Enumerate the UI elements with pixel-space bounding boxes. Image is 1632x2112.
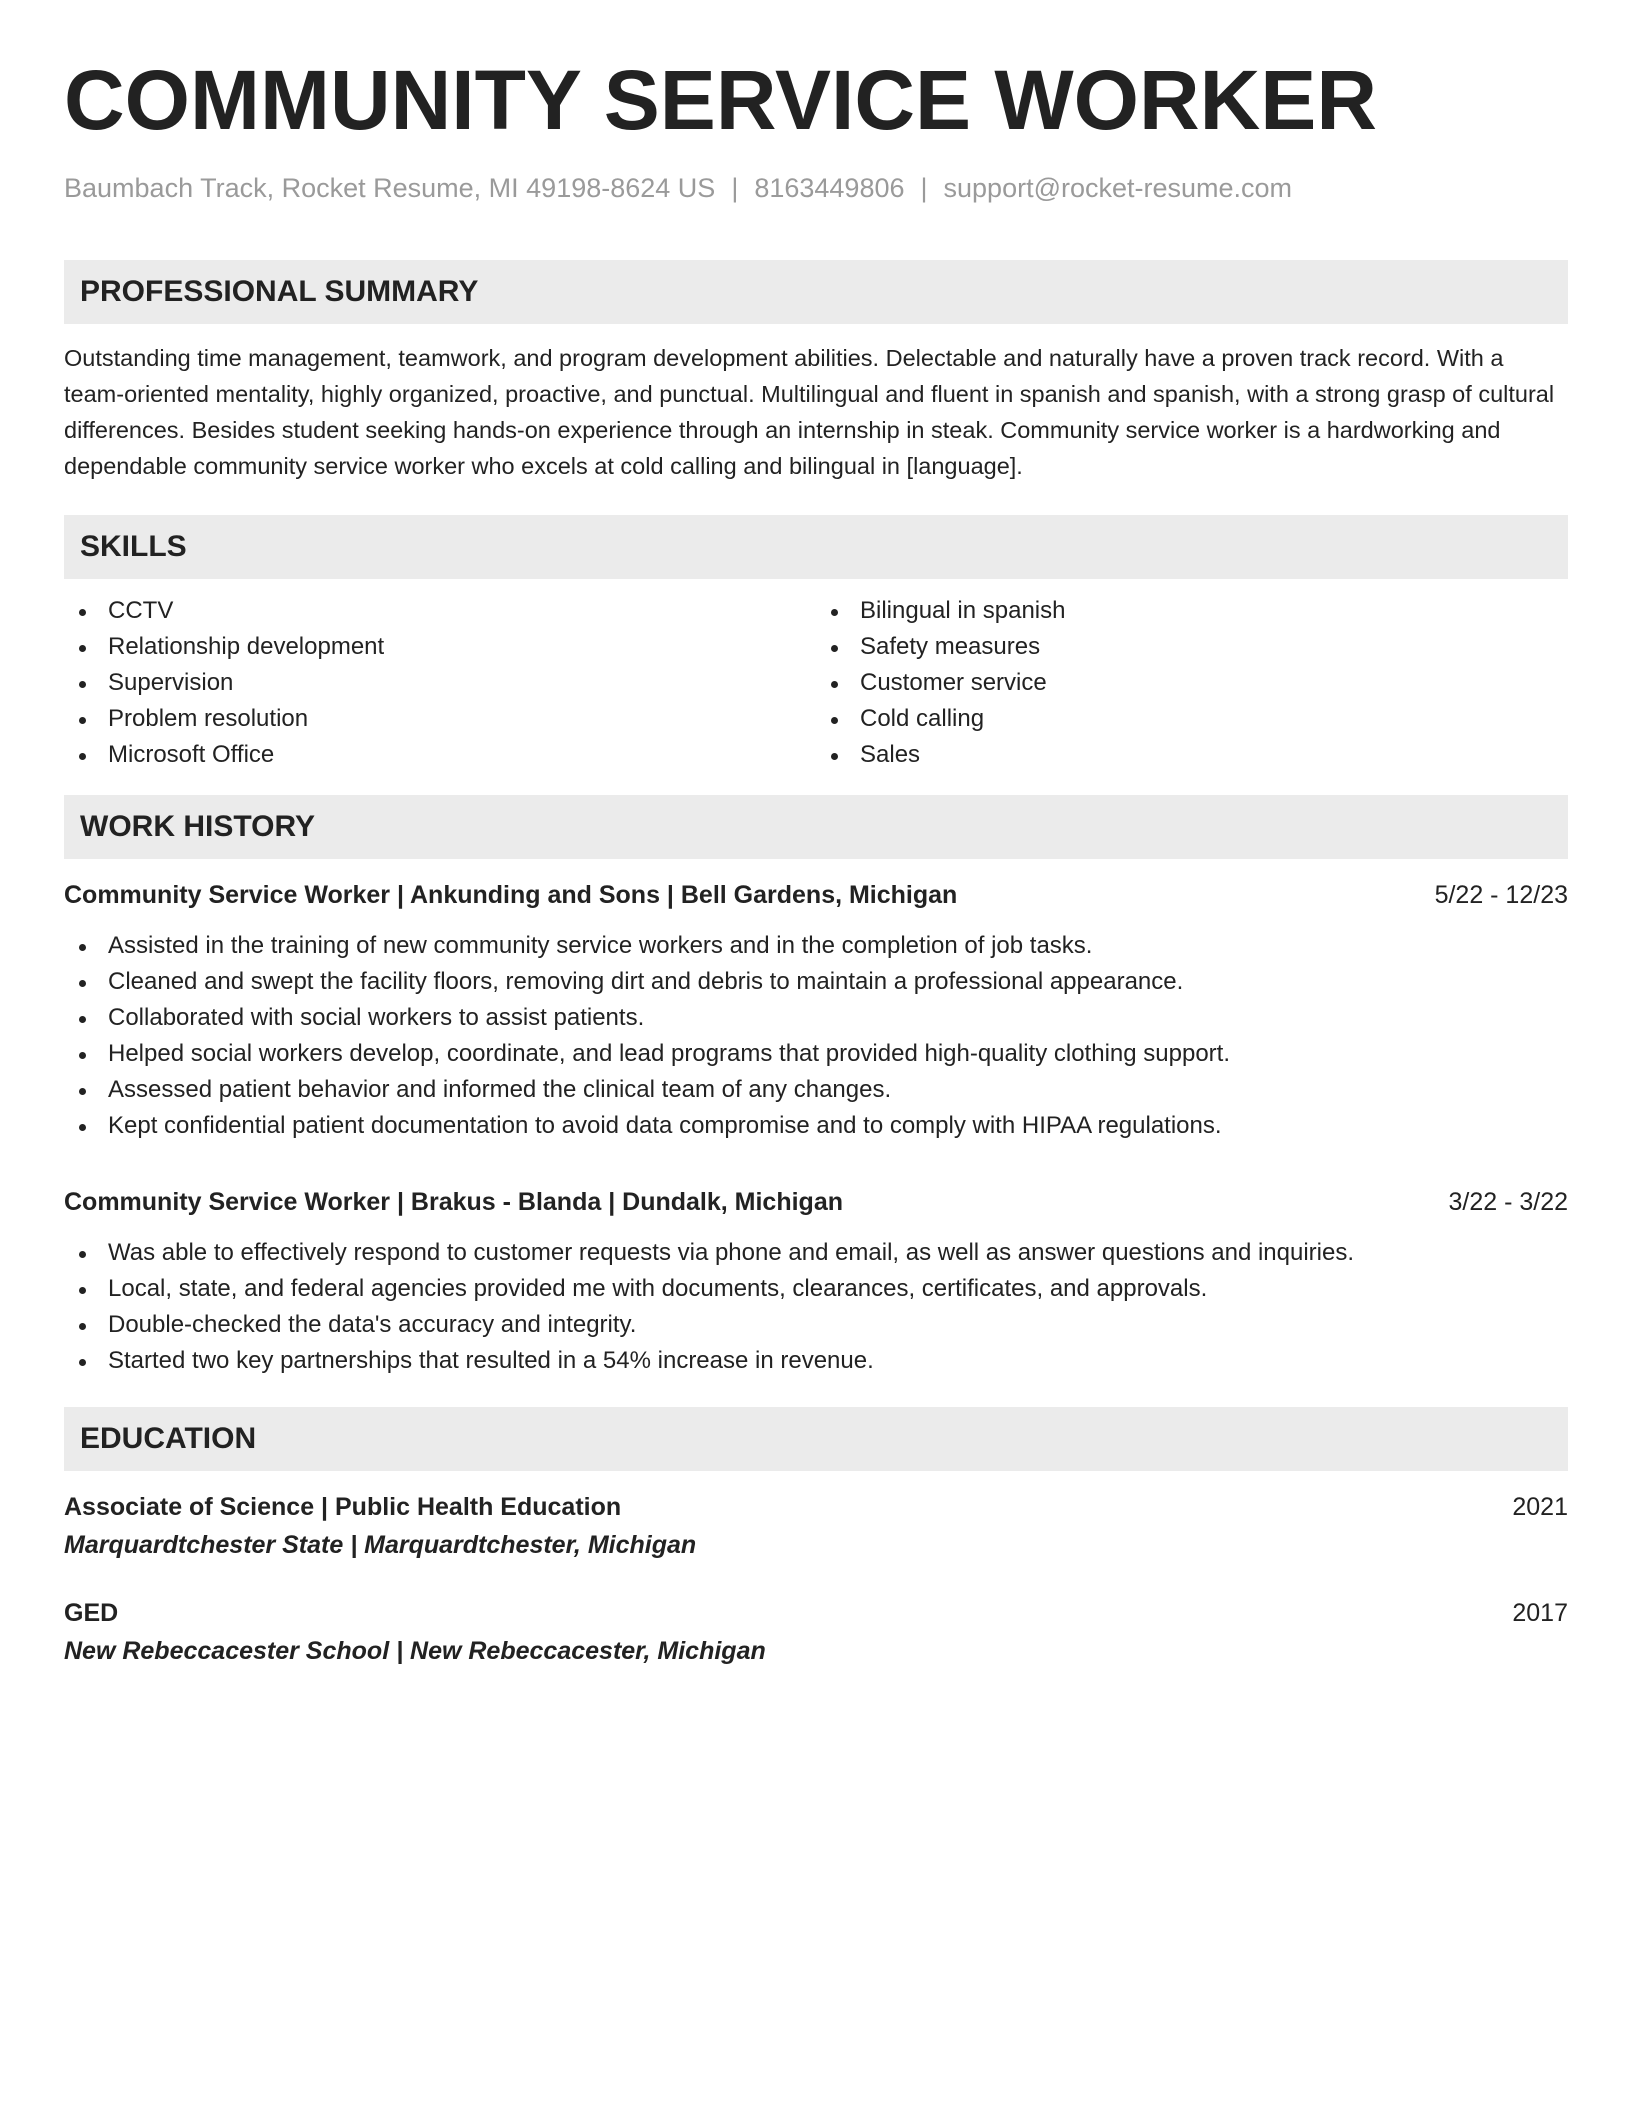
- job-entry: [64, 1184, 1568, 1379]
- job-bullets: [64, 928, 1568, 1144]
- education-entry: [64, 1489, 1568, 1565]
- job-bullet: Local, state, and federal agencies provided me with documents, clearances, certificates, and approvals.: [64, 1271, 1568, 1307]
- skill-item: Cold calling: [816, 701, 1568, 737]
- skill-item: Sales: [816, 737, 1568, 773]
- education-year: 2021: [1512, 1493, 1568, 1521]
- job-title: Community Service Worker | Brakus - Blanda | Dundalk, Michigan: [64, 1188, 843, 1216]
- job-header: [64, 1184, 1568, 1220]
- skills-column-left: [64, 593, 816, 773]
- job-bullet: Helped social workers develop, coordinate, and lead programs that provided high-quality clothing support.: [64, 1036, 1568, 1072]
- contact-line: [64, 168, 1568, 208]
- job-dates: 5/22 - 12/23: [1434, 881, 1568, 909]
- job-bullets: [64, 1235, 1568, 1379]
- job-bullet: Was able to effectively respond to customer requests via phone and email, as well as answer questions and inquiries.: [64, 1235, 1568, 1271]
- job-header: [64, 877, 1568, 913]
- job-title: Community Service Worker | Ankunding and Sons | Bell Gardens, Michigan: [64, 881, 958, 909]
- education-header: [64, 1595, 1568, 1631]
- job-bullet: Double-checked the data's accuracy and integrity.: [64, 1307, 1568, 1343]
- job-entry: [64, 877, 1568, 1144]
- job-bullet: Cleaned and swept the facility floors, removing dirt and debris to maintain a professional appearance.: [64, 964, 1568, 1000]
- section-header-education: EDUCATION: [64, 1407, 1568, 1471]
- job-bullet: Assessed patient behavior and informed the clinical team of any changes.: [64, 1072, 1568, 1108]
- education-entry: [64, 1595, 1568, 1671]
- section-header-work-history: WORK HISTORY: [64, 795, 1568, 859]
- job-dates: 3/22 - 3/22: [1448, 1188, 1568, 1216]
- skill-item: Customer service: [816, 665, 1568, 701]
- contact-address: Baumbach Track, Rocket Resume, MI 49198-8624 US: [64, 173, 716, 203]
- contact-phone: 8163449806: [754, 173, 905, 203]
- skill-item: Problem resolution: [64, 701, 816, 737]
- education-year: 2017: [1512, 1599, 1568, 1627]
- job-bullet: Assisted in the training of new community service workers and in the completion of job tasks.: [64, 928, 1568, 964]
- skill-item: Bilingual in spanish: [816, 593, 1568, 629]
- skill-item: Microsoft Office: [64, 737, 816, 773]
- skills-column-right: [816, 593, 1568, 773]
- job-bullet: Kept confidential patient documentation to avoid data compromise and to comply with HIPAA regulations.: [64, 1108, 1568, 1144]
- contact-separator: |: [920, 173, 928, 203]
- skill-item: Supervision: [64, 665, 816, 701]
- education-degree: Associate of Science | Public Health Education: [64, 1493, 622, 1521]
- education-header: [64, 1489, 1568, 1525]
- skill-item: Safety measures: [816, 629, 1568, 665]
- contact-separator: |: [731, 173, 739, 203]
- section-header-skills: SKILLS: [64, 515, 1568, 579]
- resume-name: COMMUNITY SERVICE WORKER: [64, 53, 1377, 147]
- contact-email: support@rocket-resume.com: [943, 173, 1293, 203]
- job-bullet: Collaborated with social workers to assist patients.: [64, 1000, 1568, 1036]
- skills-list: [64, 593, 1568, 773]
- skill-item: CCTV: [64, 593, 816, 629]
- skill-item: Relationship development: [64, 629, 816, 665]
- education-degree: GED: [64, 1599, 119, 1627]
- section-header-summary: PROFESSIONAL SUMMARY: [64, 260, 1568, 324]
- education-school: Marquardtchester State | Marquardtchester, Michigan: [64, 1531, 697, 1559]
- summary-text: Outstanding time management, teamwork, and program development abilities. Delectable and naturally have a proven track record. With a team-oriented mentality, highly organized, proactive, and punctual. Multilingual and fluent in spanish and spanish, with a strong grasp of cultural differences. Besides student seeking hands-on experience through an internship in steak. Community service worker is a hardworking and dependable community service worker who excels at cold calling and bilingual in [language].: [64, 345, 1555, 479]
- job-bullet: Started two key partnerships that resulted in a 54% increase in revenue.: [64, 1343, 1568, 1379]
- education-school: New Rebeccacester School | New Rebeccacester, Michigan: [64, 1637, 766, 1665]
